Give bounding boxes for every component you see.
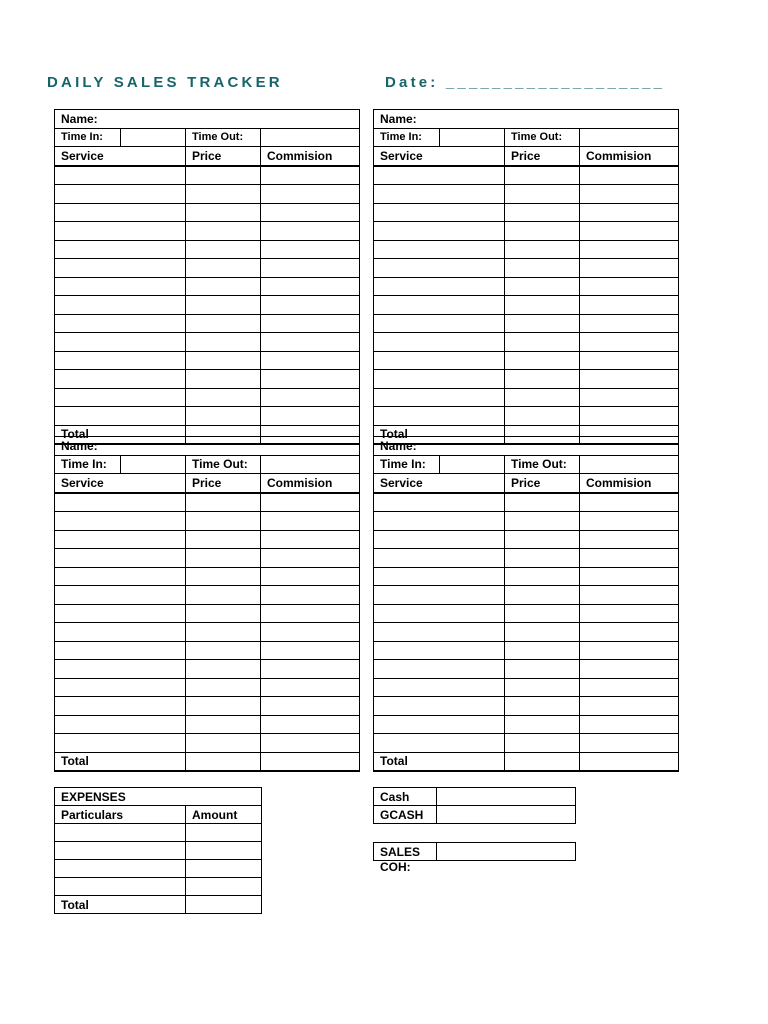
price-cell[interactable] (186, 530, 261, 549)
table-row (55, 512, 360, 531)
table-row (374, 166, 679, 185)
service-cell[interactable] (55, 641, 186, 660)
commission-cell[interactable] (261, 203, 360, 222)
service-cell[interactable] (374, 530, 505, 549)
service-cell[interactable] (374, 166, 505, 185)
price-cell[interactable] (186, 222, 261, 241)
price-cell[interactable] (505, 697, 580, 716)
price-cell[interactable] (505, 530, 580, 549)
service-cell[interactable] (55, 351, 186, 370)
service-cell[interactable] (55, 370, 186, 389)
service-cell[interactable] (374, 641, 505, 660)
total-label: Total (55, 425, 186, 444)
commission-cell[interactable] (261, 623, 360, 642)
table-row (374, 296, 679, 315)
col-price: Price (505, 474, 580, 493)
commission-cell[interactable] (261, 222, 360, 241)
service-cell[interactable] (55, 333, 186, 352)
expenses-col-amount: Amount (186, 806, 262, 824)
table-row (55, 641, 360, 660)
price-cell[interactable] (186, 660, 261, 679)
total-label: Total (374, 425, 505, 444)
name-field[interactable]: Name: (374, 110, 679, 129)
service-cell[interactable] (374, 333, 505, 352)
price-cell[interactable] (505, 222, 580, 241)
price-cell[interactable] (505, 567, 580, 586)
expense-particular-cell[interactable] (55, 824, 186, 842)
price-cell[interactable] (186, 370, 261, 389)
price-cell[interactable] (505, 370, 580, 389)
total-price-cell[interactable] (505, 752, 580, 771)
expense-amount-cell[interactable] (186, 842, 262, 860)
tracker-table-2 (373, 109, 679, 445)
commission-cell[interactable] (580, 493, 679, 512)
service-cell[interactable] (374, 370, 505, 389)
service-cell[interactable] (55, 567, 186, 586)
table-row (55, 586, 360, 605)
expense-amount-cell[interactable] (186, 860, 262, 878)
service-cell[interactable] (374, 222, 505, 241)
commission-cell[interactable] (261, 697, 360, 716)
price-cell[interactable] (505, 314, 580, 333)
price-cell[interactable] (186, 567, 261, 586)
service-cell[interactable] (374, 277, 505, 296)
price-cell[interactable] (505, 351, 580, 370)
total-commission-cell[interactable] (261, 752, 360, 771)
commission-cell[interactable] (580, 549, 679, 568)
commission-cell[interactable] (261, 678, 360, 697)
time-in-label: Time In: (55, 455, 121, 474)
price-cell[interactable] (186, 351, 261, 370)
commission-cell[interactable] (261, 493, 360, 512)
expense-particular-cell[interactable] (55, 842, 186, 860)
table-row (374, 641, 679, 660)
commission-cell[interactable] (580, 567, 679, 586)
price-cell[interactable] (186, 512, 261, 531)
commission-cell[interactable] (261, 641, 360, 660)
table-row (374, 549, 679, 568)
table-row (374, 586, 679, 605)
service-cell[interactable] (374, 314, 505, 333)
col-price: Price (186, 147, 261, 166)
price-cell[interactable] (186, 604, 261, 623)
col-commission: Commision (580, 147, 679, 166)
price-cell[interactable] (186, 333, 261, 352)
service-cell[interactable] (55, 240, 186, 259)
col-service: Service (374, 474, 505, 493)
service-cell[interactable] (374, 351, 505, 370)
time-out-cell[interactable] (261, 128, 360, 147)
col-service: Service (55, 474, 186, 493)
table-row (55, 277, 360, 296)
expenses-total-label: Total (55, 896, 186, 914)
table-row (55, 623, 360, 642)
table-row (374, 604, 679, 623)
price-cell[interactable] (186, 259, 261, 278)
commission-cell[interactable] (261, 314, 360, 333)
expense-amount-cell[interactable] (186, 824, 262, 842)
service-cell[interactable] (55, 314, 186, 333)
commission-cell[interactable] (261, 549, 360, 568)
service-cell[interactable] (55, 697, 186, 716)
service-cell[interactable] (55, 259, 186, 278)
time-out-label: Time Out: (186, 455, 261, 474)
table-row (55, 240, 360, 259)
table-row (374, 240, 679, 259)
price-cell[interactable] (186, 715, 261, 734)
service-cell[interactable] (374, 734, 505, 753)
col-commission: Commision (261, 474, 360, 493)
total-price-cell[interactable] (186, 752, 261, 771)
service-cell[interactable] (374, 185, 505, 204)
time-out-cell[interactable] (580, 455, 679, 474)
expenses-total-cell[interactable] (186, 896, 262, 914)
commission-cell[interactable] (261, 407, 360, 426)
service-cell[interactable] (55, 660, 186, 679)
coh-label: COH: (380, 860, 411, 874)
commission-cell[interactable] (580, 586, 679, 605)
sales-cell[interactable] (437, 843, 576, 861)
col-price: Price (186, 474, 261, 493)
commission-cell[interactable] (580, 388, 679, 407)
cash-cell[interactable] (437, 788, 576, 806)
commission-cell[interactable] (580, 697, 679, 716)
price-cell[interactable] (186, 185, 261, 204)
time-in-label: Time In: (374, 128, 440, 147)
table-row (374, 351, 679, 370)
service-cell[interactable] (55, 512, 186, 531)
service-cell[interactable] (374, 567, 505, 586)
tracker-table-1 (54, 109, 360, 445)
commission-cell[interactable] (261, 333, 360, 352)
commission-cell[interactable] (580, 333, 679, 352)
total-commission-cell[interactable] (580, 752, 679, 771)
col-price: Price (505, 147, 580, 166)
commission-cell[interactable] (261, 277, 360, 296)
service-cell[interactable] (374, 660, 505, 679)
commission-cell[interactable] (261, 715, 360, 734)
expenses-table (54, 787, 262, 914)
table-row (55, 333, 360, 352)
time-in-cell[interactable] (121, 455, 186, 474)
gcash-label: GCASH (374, 806, 437, 824)
time-in-cell[interactable] (440, 455, 505, 474)
commission-cell[interactable] (580, 623, 679, 642)
sales-table (373, 842, 576, 861)
table-row (55, 314, 360, 333)
table-row (374, 333, 679, 352)
commission-cell[interactable] (261, 370, 360, 389)
payment-table (373, 787, 576, 824)
service-cell[interactable] (374, 493, 505, 512)
tracker-table-4 (373, 436, 679, 772)
time-out-label: Time Out: (505, 455, 580, 474)
table-row (55, 697, 360, 716)
price-cell[interactable] (505, 641, 580, 660)
table-row (55, 604, 360, 623)
price-cell[interactable] (186, 641, 261, 660)
date-line: Date: ___________________ (385, 74, 666, 91)
commission-cell[interactable] (580, 351, 679, 370)
price-cell[interactable] (186, 734, 261, 753)
price-cell[interactable] (505, 549, 580, 568)
table-row (374, 512, 679, 531)
expense-amount-cell[interactable] (186, 878, 262, 896)
commission-cell[interactable] (261, 734, 360, 753)
name-field[interactable]: Name: (55, 110, 360, 129)
price-cell[interactable] (505, 277, 580, 296)
commission-cell[interactable] (261, 660, 360, 679)
table-row (55, 166, 360, 185)
expenses-title: EXPENSES (55, 788, 262, 806)
service-cell[interactable] (374, 604, 505, 623)
commission-cell[interactable] (261, 530, 360, 549)
price-cell[interactable] (186, 203, 261, 222)
price-cell[interactable] (505, 166, 580, 185)
price-cell[interactable] (186, 493, 261, 512)
service-cell[interactable] (374, 586, 505, 605)
price-cell[interactable] (186, 549, 261, 568)
table-row (55, 678, 360, 697)
commission-cell[interactable] (261, 512, 360, 531)
commission-cell[interactable] (580, 259, 679, 278)
col-commission: Commision (580, 474, 679, 493)
expenses-col-particulars: Particulars (55, 806, 186, 824)
price-cell[interactable] (186, 678, 261, 697)
service-cell[interactable] (55, 277, 186, 296)
table-row (374, 259, 679, 278)
expense-particular-cell[interactable] (55, 860, 186, 878)
commission-cell[interactable] (261, 185, 360, 204)
time-in-cell[interactable] (121, 128, 186, 147)
total-label: Total (374, 752, 505, 771)
table-row (374, 493, 679, 512)
price-cell[interactable] (186, 277, 261, 296)
col-service: Service (374, 147, 505, 166)
table-row (374, 697, 679, 716)
commission-cell[interactable] (580, 240, 679, 259)
commission-cell[interactable] (261, 259, 360, 278)
commission-cell[interactable] (580, 203, 679, 222)
expense-row (55, 824, 262, 842)
commission-cell[interactable] (580, 407, 679, 426)
expense-row (55, 878, 262, 896)
commission-cell[interactable] (580, 277, 679, 296)
price-cell[interactable] (505, 493, 580, 512)
time-out-cell[interactable] (580, 128, 679, 147)
price-cell[interactable] (505, 660, 580, 679)
table-row (374, 222, 679, 241)
commission-cell[interactable] (580, 641, 679, 660)
commission-cell[interactable] (261, 166, 360, 185)
price-cell[interactable] (505, 604, 580, 623)
commission-cell[interactable] (261, 296, 360, 315)
table-row (55, 493, 360, 512)
tracker-table-3 (54, 436, 360, 772)
commission-cell[interactable] (580, 604, 679, 623)
price-cell[interactable] (505, 296, 580, 315)
service-cell[interactable] (374, 296, 505, 315)
service-cell[interactable] (55, 407, 186, 426)
table-row (55, 222, 360, 241)
service-cell[interactable] (55, 388, 186, 407)
service-cell[interactable] (55, 530, 186, 549)
price-cell[interactable] (505, 185, 580, 204)
time-out-cell[interactable] (261, 455, 360, 474)
service-cell[interactable] (55, 166, 186, 185)
price-cell[interactable] (186, 407, 261, 426)
price-cell[interactable] (505, 512, 580, 531)
service-cell[interactable] (374, 512, 505, 531)
service-cell[interactable] (374, 388, 505, 407)
commission-cell[interactable] (580, 678, 679, 697)
table-row (374, 530, 679, 549)
table-row (374, 678, 679, 697)
price-cell[interactable] (505, 259, 580, 278)
commission-cell[interactable] (580, 734, 679, 753)
service-cell[interactable] (55, 185, 186, 204)
table-row (55, 549, 360, 568)
time-in-cell[interactable] (440, 128, 505, 147)
service-cell[interactable] (374, 715, 505, 734)
price-cell[interactable] (505, 586, 580, 605)
table-row (55, 259, 360, 278)
price-cell[interactable] (186, 388, 261, 407)
service-cell[interactable] (55, 203, 186, 222)
price-cell[interactable] (505, 407, 580, 426)
name-field[interactable]: Name: (55, 437, 360, 456)
price-cell[interactable] (186, 623, 261, 642)
col-service: Service (55, 147, 186, 166)
commission-cell[interactable] (261, 240, 360, 259)
expense-row (55, 842, 262, 860)
service-cell[interactable] (55, 734, 186, 753)
commission-cell[interactable] (580, 166, 679, 185)
table-row (55, 715, 360, 734)
table-row (374, 370, 679, 389)
table-row (55, 370, 360, 389)
service-cell[interactable] (55, 604, 186, 623)
sales-label: SALES (374, 843, 437, 861)
price-cell[interactable] (186, 314, 261, 333)
commission-cell[interactable] (580, 512, 679, 531)
price-cell[interactable] (505, 678, 580, 697)
commission-cell[interactable] (261, 388, 360, 407)
table-row (374, 203, 679, 222)
commission-cell[interactable] (261, 567, 360, 586)
table-row (55, 660, 360, 679)
service-cell[interactable] (55, 222, 186, 241)
table-row (374, 185, 679, 204)
name-field[interactable]: Name: (374, 437, 679, 456)
table-row (55, 351, 360, 370)
service-cell[interactable] (374, 203, 505, 222)
service-cell[interactable] (55, 296, 186, 315)
page-title: DAILY SALES TRACKER (47, 74, 283, 91)
commission-cell[interactable] (580, 296, 679, 315)
table-row (374, 660, 679, 679)
service-cell[interactable] (374, 623, 505, 642)
commission-cell[interactable] (580, 222, 679, 241)
time-in-label: Time In: (55, 128, 121, 147)
col-commission: Commision (261, 147, 360, 166)
table-row (55, 185, 360, 204)
table-row (374, 407, 679, 426)
table-row (374, 567, 679, 586)
time-out-label: Time Out: (505, 128, 580, 147)
price-cell[interactable] (505, 715, 580, 734)
table-row (55, 407, 360, 426)
service-cell[interactable] (374, 678, 505, 697)
price-cell[interactable] (505, 240, 580, 259)
price-cell[interactable] (505, 388, 580, 407)
commission-cell[interactable] (580, 370, 679, 389)
service-cell[interactable] (374, 240, 505, 259)
total-label: Total (55, 752, 186, 771)
table-row (374, 388, 679, 407)
table-row (374, 277, 679, 296)
commission-cell[interactable] (580, 530, 679, 549)
table-row (374, 623, 679, 642)
time-in-label: Time In: (374, 455, 440, 474)
price-cell[interactable] (186, 697, 261, 716)
price-cell[interactable] (186, 240, 261, 259)
service-cell[interactable] (374, 259, 505, 278)
commission-cell[interactable] (261, 604, 360, 623)
service-cell[interactable] (55, 493, 186, 512)
table-row (55, 734, 360, 753)
service-cell[interactable] (374, 697, 505, 716)
expense-particular-cell[interactable] (55, 878, 186, 896)
service-cell[interactable] (374, 549, 505, 568)
price-cell[interactable] (505, 623, 580, 642)
service-cell[interactable] (55, 715, 186, 734)
price-cell[interactable] (505, 203, 580, 222)
commission-cell[interactable] (580, 314, 679, 333)
service-cell[interactable] (55, 549, 186, 568)
commission-cell[interactable] (580, 660, 679, 679)
price-cell[interactable] (186, 296, 261, 315)
table-row (55, 530, 360, 549)
table-row (374, 314, 679, 333)
expense-row (55, 860, 262, 878)
commission-cell[interactable] (261, 586, 360, 605)
service-cell[interactable] (55, 623, 186, 642)
time-out-label: Time Out: (186, 128, 261, 147)
price-cell[interactable] (186, 586, 261, 605)
table-row (55, 567, 360, 586)
table-row (55, 296, 360, 315)
commission-cell[interactable] (580, 715, 679, 734)
gcash-cell[interactable] (437, 806, 576, 824)
table-row (374, 734, 679, 753)
price-cell[interactable] (505, 333, 580, 352)
service-cell[interactable] (374, 407, 505, 426)
cash-label: Cash (374, 788, 437, 806)
table-row (55, 388, 360, 407)
commission-cell[interactable] (261, 351, 360, 370)
service-cell[interactable] (55, 586, 186, 605)
table-row (55, 203, 360, 222)
service-cell[interactable] (55, 678, 186, 697)
price-cell[interactable] (505, 734, 580, 753)
commission-cell[interactable] (580, 185, 679, 204)
table-row (374, 715, 679, 734)
price-cell[interactable] (186, 166, 261, 185)
